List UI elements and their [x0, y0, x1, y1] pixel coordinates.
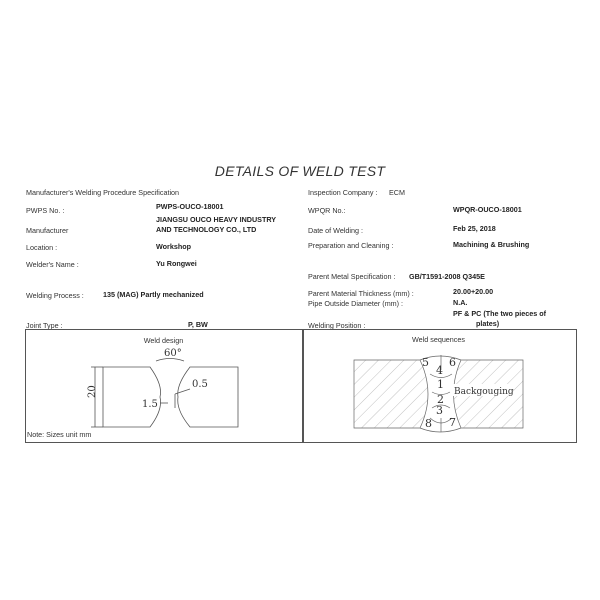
joint-label: Joint Type : [26, 321, 63, 330]
manufacturer-label: Manufacturer [26, 226, 69, 235]
position-value-line2: plates) [476, 319, 500, 328]
prep-label: Preparation and Cleaning : [308, 241, 394, 250]
thickness-label: Parent Material Thickness (mm) : [308, 289, 414, 298]
inspection-value: ECM [389, 188, 405, 197]
pipe-label: Pipe Outside Diameter (mm) : [308, 299, 404, 308]
position-label: Welding Position : [308, 321, 366, 330]
location-label: Location : [26, 243, 58, 252]
process-value: 135 (MAG) Partly mechanized [103, 290, 204, 299]
document-title: DETAILS OF WELD TEST [214, 163, 386, 179]
welder-label: Welder's Name : [26, 260, 79, 269]
angle-label: 60° [164, 348, 182, 359]
wps-spec-label: Manufacturer's Welding Procedure Specification [26, 188, 180, 197]
inspection-label: Inspection Company : [308, 188, 378, 197]
process-label: Welding Process : [26, 291, 84, 300]
date-value: Feb 25, 2018 [453, 224, 496, 233]
thickness-value: 20.00+20.00 [453, 287, 494, 296]
wpqr-label: WPQR No.: [308, 206, 346, 215]
backgouging-label: Backgouging [454, 387, 514, 397]
seq-5: 5 [422, 356, 429, 369]
seq-8: 8 [425, 417, 432, 430]
pwps-label: PWPS No. : [26, 206, 65, 215]
seq-1: 1 [437, 378, 444, 391]
units-note: Note: Sizes unit mm [27, 430, 92, 439]
prep-value: Machining & Brushing [453, 240, 530, 249]
thickness-label: 20 [87, 385, 98, 398]
seq-7: 7 [449, 416, 456, 429]
date-label: Date of Welding : [308, 226, 364, 235]
pwps-value: PWPS-OUCO-18001 [156, 202, 224, 211]
gap-label: 0.5 [192, 379, 208, 390]
seq-4: 4 [436, 364, 443, 377]
location-value: Workshop [156, 242, 192, 251]
welder-value: Yu Rongwei [156, 259, 197, 268]
left-hatched-plate [354, 360, 428, 428]
weld-design-caption: Weld design [143, 336, 184, 345]
manufacturer-value-line1: JIANGSU OUCO HEAVY INDUSTRY [156, 215, 277, 224]
parent-spec-value: GB/T1591-2008 Q345E [409, 272, 485, 281]
pipe-value: N.A. [453, 298, 468, 307]
seq-6: 6 [449, 356, 456, 369]
parent-spec-label: Parent Metal Specification : [308, 272, 396, 281]
position-value-line1: PF & PC (The two pieces of [453, 309, 547, 318]
wpqr-value: WPQR-OUCO-18001 [453, 205, 522, 214]
joint-value: P, BW [188, 320, 208, 329]
weld-sequences-caption: Weld sequences [411, 335, 465, 344]
seq-3: 3 [436, 404, 443, 417]
seq-2: 2 [437, 393, 444, 406]
manufacturer-value-line2: AND TECHNOLOGY CO., LTD [156, 225, 257, 234]
root-face-label: 1.5 [142, 399, 158, 410]
